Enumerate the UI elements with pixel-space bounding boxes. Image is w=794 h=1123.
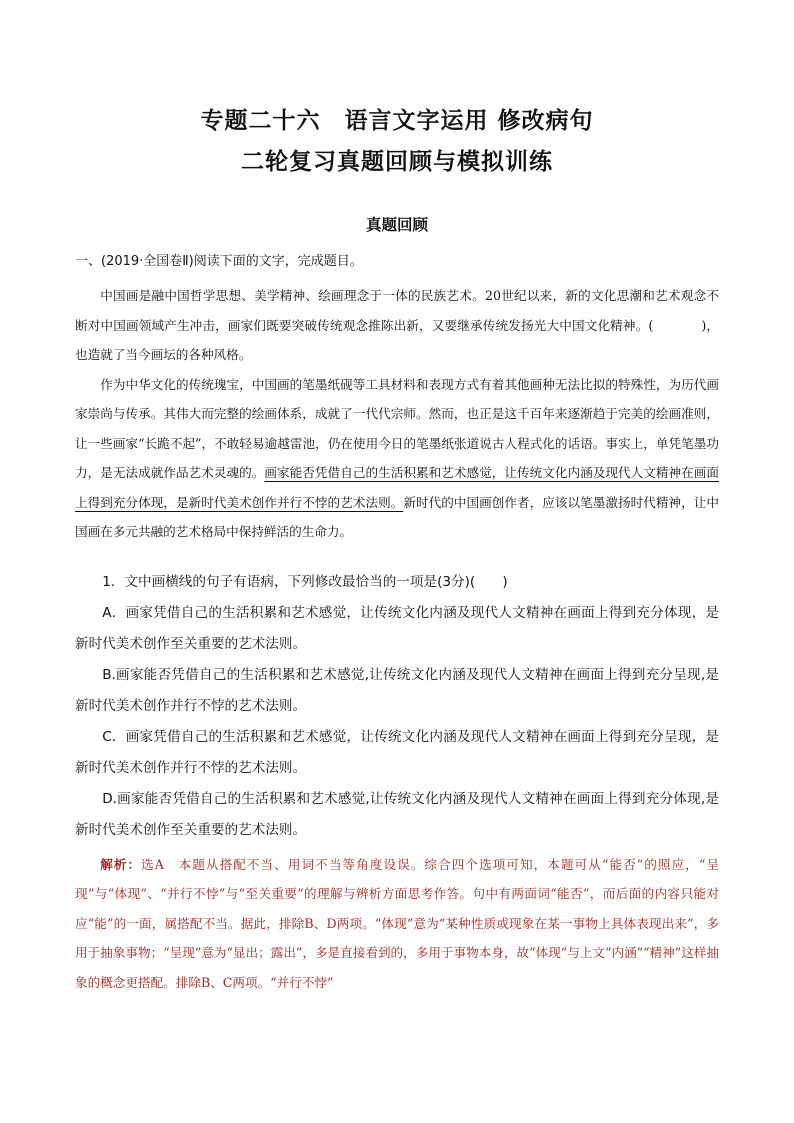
- question-stem: 1．文中画横线的句子有语病，下列修改最恰当的一项是(3分)( ): [102, 574, 508, 590]
- option-d: D.画家能否凭借自己的生活积累和艺术感觉,让传统文化内涵及现代人文精神在画面上得到充分体现,是新时代美术创作至关重要的艺术法则。: [75, 791, 719, 838]
- option-b: B.画家能否凭借自己的生活积累和艺术感觉,让传统文化内涵及现代人文精神在画面上得到充分呈现,是新时代美术创作并行不悖的艺术法则。: [75, 667, 719, 714]
- answer-analysis: [75, 850, 719, 997]
- reading-passage: [75, 281, 719, 547]
- passage-text: 中国画是融中国哲学思想、美学精神、绘画理念于一体的民族艺术。20世纪以来，新的文化思潮和艺术观念不断对中国画领域产生冲击，画家们既要突破传统观念推陈出新，又要继承传统发扬光大中国文化精神。(: [75, 288, 719, 333]
- underlined-sentence: 画家能否凭借自己的生活积累和艺术感觉，让传统文化内涵及现代人文精神在画面上得到充分体现，是新时代美术创作并行不悖的艺术法则。: [75, 465, 720, 510]
- passage-paragraph-2: [75, 370, 719, 547]
- passage-text: 作为中华文化的传统瑰宝，中国画的笔墨纸砚等工具材料和表现方式有着其他画种无法比拟的特殊性，为历代画家崇尚与传承。其伟大而完整的绘画体系，成就了一代代宗师。然而，也正是这千百年来逐渐趋于完美的绘画准则，让一些画家“长跪不起”，不敢轻易逾越雷池，仍在使用今日的笔墨纸张道说古人程式化的话语。事实上，单凭笔墨功力，是无法成就作品艺术灵魂的。: [75, 376, 719, 480]
- analysis-label: 解析：: [100, 857, 142, 872]
- question-block: [75, 567, 719, 846]
- passage-text: 新时代的中国画创作者，应该以笔墨激扬时代精神，让中国画在多元共融的艺术格局中保持鲜活的生命力。: [75, 494, 720, 539]
- section-heading: 真题回顾: [365, 216, 428, 234]
- option-a: A．画家凭借自己的生活积累和艺术感觉，让传统文化内涵及现代人文精神在画面上得到充分体现，是新时代美术创作至关重要的艺术法则。: [75, 605, 719, 652]
- question-group-heading: 一、(2019·全国卷Ⅱ)阅读下面的文字，完成题目。: [75, 254, 363, 269]
- analysis-paragraph: [75, 850, 719, 997]
- analysis-text: 选A 本题从搭配不当、用词不当等角度设误。综合四个选项可知，本题可从“能否”的照应，“呈现”与“体现”、“并行不悖”与“至关重要”的理解与辨析方面思考作答。句中有两面词“能否”，而后面的内容只能对应“能”的一面，属搭配不当。据此，排除B、D两项。“体现”意为“某种性质或现象在某一事物上具体表现出来”，多用于抽象事物；“呈现”意为“显出；露出”，多是直接看到的，多用于事物本身，故“体现”与上文“内涵”“精神”这样抽象的概念更搭配。排除B、C两项。“并行不悖”: [75, 857, 719, 990]
- passage-text: )，也造就了当今画坛的各种风格。: [75, 317, 719, 362]
- document-title: 专题二十六 语言文字运用 修改病句: [200, 108, 594, 134]
- document-subtitle: 二轮复习真题回顾与模拟训练: [241, 149, 553, 175]
- option-c: C．画家凭借自己的生活积累和艺术感觉，让传统文化内涵及现代人文精神在画面上得到充分呈现，是新时代美术创作并行不悖的艺术法则。: [75, 729, 719, 776]
- passage-paragraph-1: [75, 281, 719, 370]
